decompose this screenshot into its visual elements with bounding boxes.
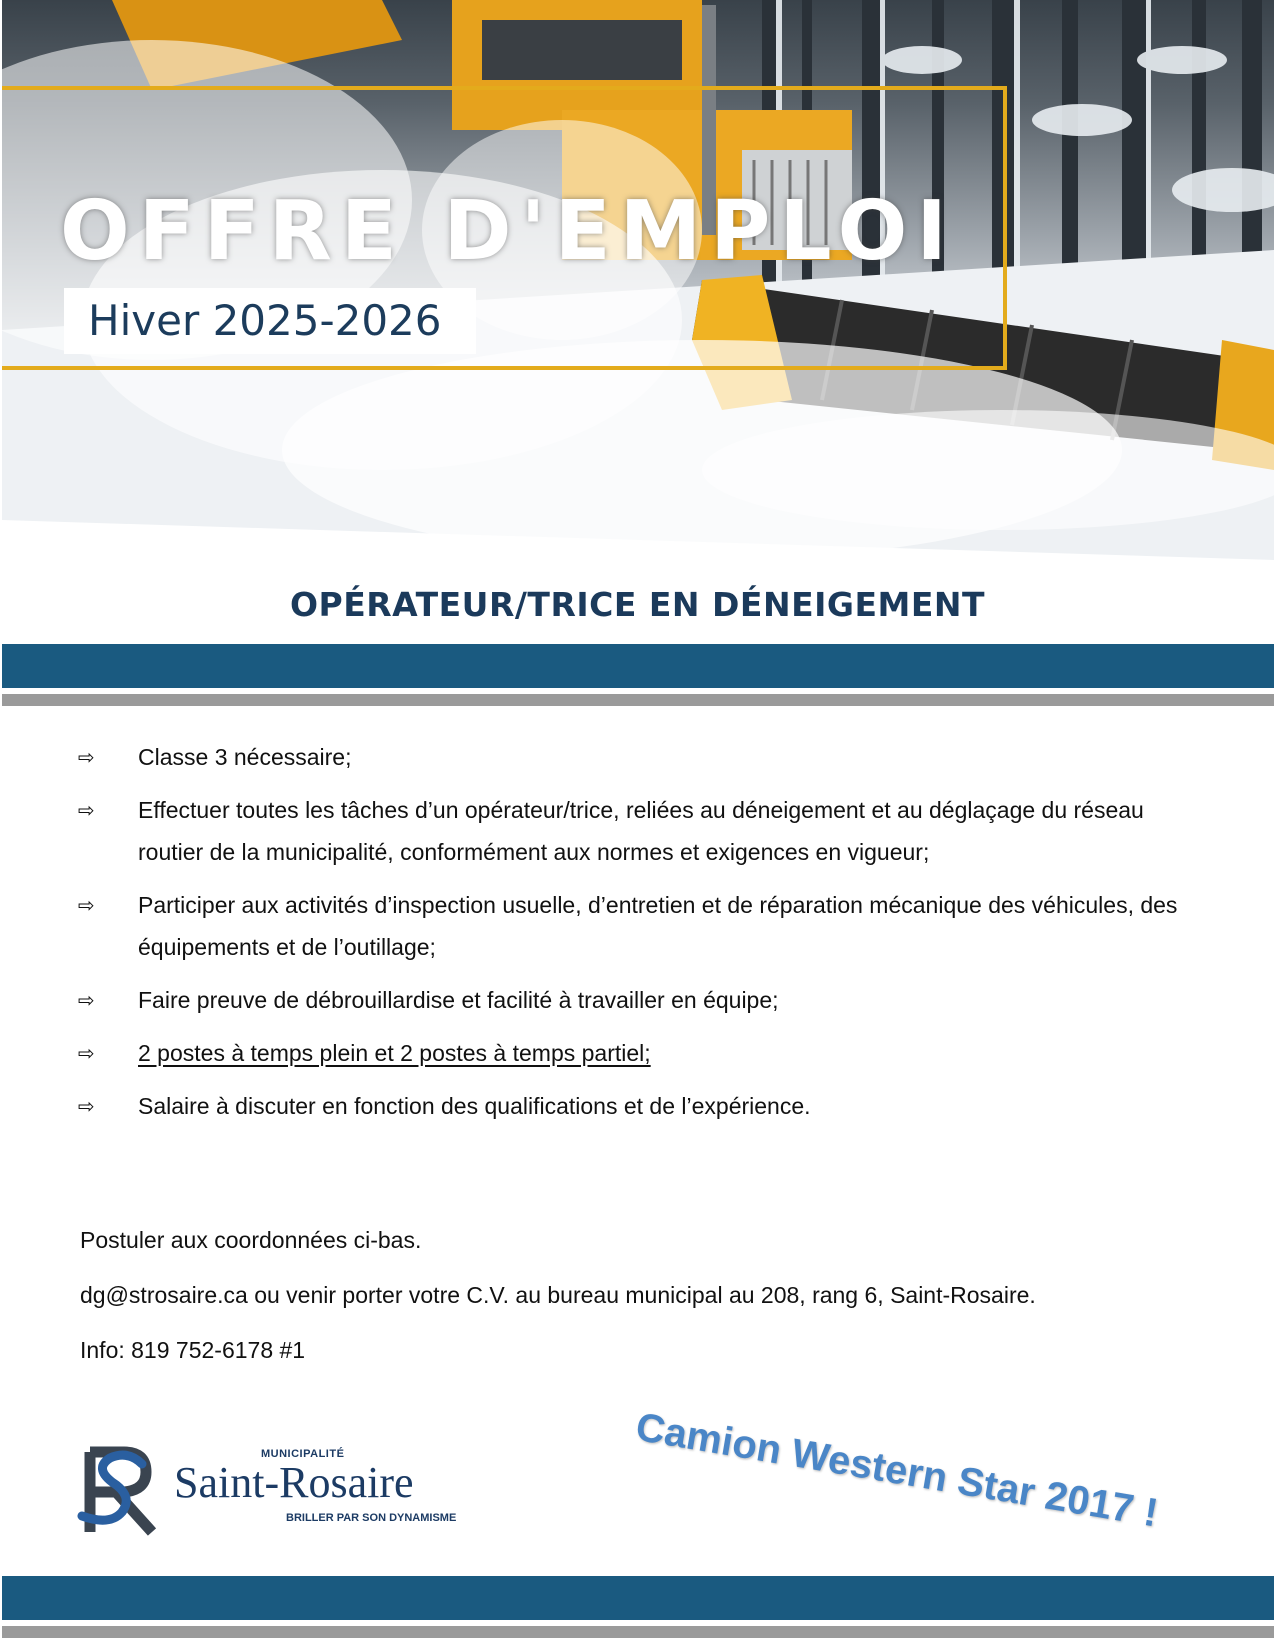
list-item [78,1085,1198,1127]
bottom-blue-band [2,1576,1274,1620]
arrow-bullet-icon: ⇨ [78,745,95,769]
contact-phone: Info: 819 752-6178 #1 [80,1337,306,1363]
apply-intro: Postuler aux coordonnées ci-bas. [80,1227,422,1253]
duty-text: Participer aux activités d’inspection usuelle, d’entretien et de réparation mécanique des véhicules, des équipements et de l’outillage; [138,892,1178,960]
duty-text: Effectuer toutes les tâches d’un opérateur/trice, reliées au déneigement et au déglaçage du réseau routier de la municipalité, conformément aux normes et exigences en vigueur; [138,797,1144,865]
top-blue-band [2,644,1274,688]
duty-text: Salaire à discuter en fonction des qualifications et de l’expérience. [138,1093,811,1119]
hero-title: OFFRE D'EMPLOI [60,184,956,279]
municipality-logo [72,1438,457,1542]
season-label: Hiver 2025-2026 [64,288,476,354]
logo-name: Saint-Rosaire [174,1458,414,1507]
truck-promo: Camion Western Star 2017 ! [632,1405,1162,1536]
top-gray-band [2,694,1274,706]
list-item [78,884,1198,968]
apply-address: dg@strosaire.ca ou venir porter votre C.V. au bureau municipal au 208, rang 6, Saint-Rosaire. [80,1282,1036,1308]
logo-tagline: BRILLER PAR SON DYNAMISME [286,1512,457,1524]
arrow-bullet-icon: ⇨ [78,1041,95,1065]
list-item [78,979,1198,1021]
arrow-bullet-icon: ⇨ [78,893,95,917]
job-title: OPÉRATEUR/TRICE EN DÉNEIGEMENT [289,585,986,624]
bottom-gray-band [2,1626,1274,1638]
hero-banner [2,0,1274,578]
duty-text: Classe 3 nécessaire; [138,744,352,770]
duty-text: 2 postes à temps plein et 2 postes à temps partiel; [138,1040,651,1066]
list-item [78,736,1198,778]
logo-kicker: MUNICIPALITÉ [261,1448,345,1460]
arrow-bullet-icon: ⇨ [78,798,95,822]
duties-list [78,736,1198,1138]
list-item [78,1032,1198,1074]
list-item [78,789,1198,873]
sr-monogram-icon [72,1438,172,1542]
duty-text: Faire preuve de débrouillardise et facilité à travailler en équipe; [138,987,779,1013]
arrow-bullet-icon: ⇨ [78,988,95,1012]
arrow-bullet-icon: ⇨ [78,1094,95,1118]
